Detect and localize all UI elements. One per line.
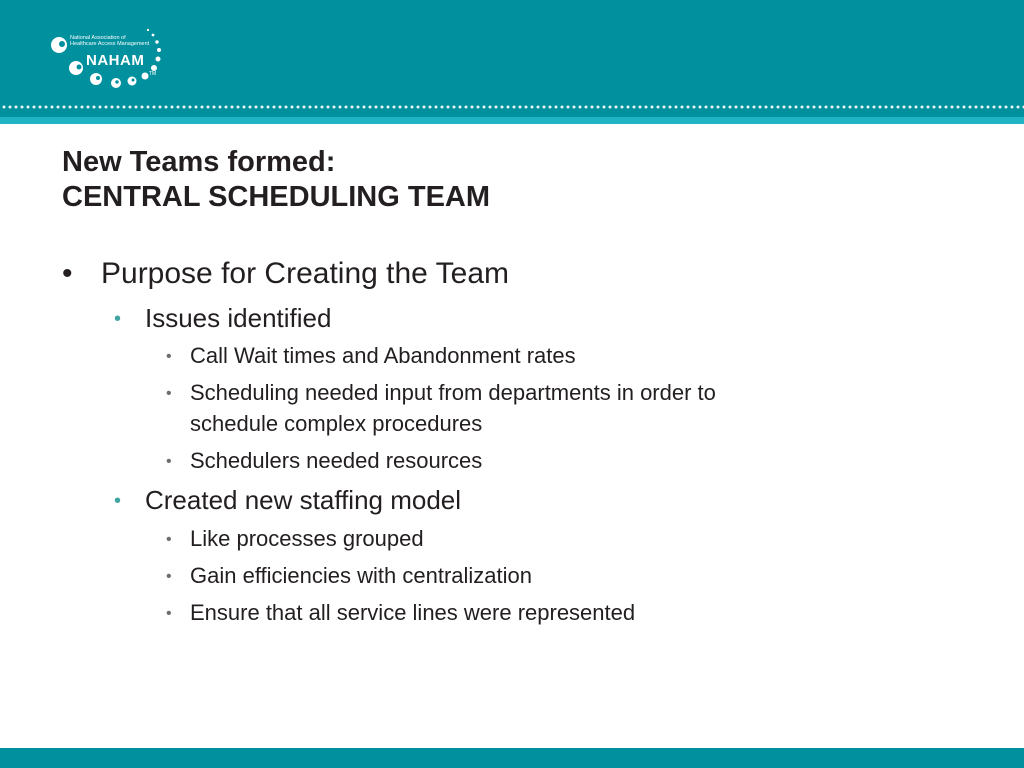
list-item: Call Wait times and Abandonment rates	[190, 343, 576, 368]
logo-line-1: National Association of	[70, 35, 126, 41]
bullet-level3-icon: •	[166, 605, 172, 622]
list-item: Issues identified	[145, 303, 332, 333]
slide-title	[62, 145, 962, 215]
list-item: Created new staffing model	[145, 485, 462, 515]
bullet-level3-icon: •	[166, 453, 172, 470]
list-item: Purpose for Creating the Team	[101, 257, 510, 290]
list-item-continuation: schedule complex procedures	[190, 411, 483, 436]
title-line-2: CENTRAL SCHEDULING TEAM	[62, 181, 491, 213]
bullet-level3-icon: •	[166, 531, 172, 548]
bullet-level3-icon: •	[166, 568, 172, 585]
logo-trademark: TM	[149, 71, 157, 77]
list-item: Scheduling needed input from departments in order to	[190, 380, 716, 405]
list-item: Schedulers needed resources	[190, 448, 483, 473]
dotted-divider	[0, 104, 1024, 110]
bullet-level3-icon: •	[166, 348, 172, 365]
title-line-1: New Teams formed:	[62, 146, 336, 178]
bullet-level1-icon: •	[62, 257, 73, 290]
list-item: Gain efficiencies with centralization	[190, 563, 532, 588]
bullet-level2-icon: •	[114, 490, 122, 512]
logo-line-2: Healthcare Access Management	[70, 41, 150, 47]
footer-bar	[0, 748, 1024, 768]
bullet-level3-icon: •	[166, 385, 172, 402]
logo-wordmark: NAHAM	[86, 52, 145, 69]
header-accent-band	[0, 117, 1024, 124]
list-item: Like processes grouped	[190, 526, 424, 551]
naham-logo	[40, 24, 180, 96]
bullet-level2-icon: •	[114, 308, 122, 330]
list-item: Ensure that all service lines were represented	[190, 600, 636, 625]
